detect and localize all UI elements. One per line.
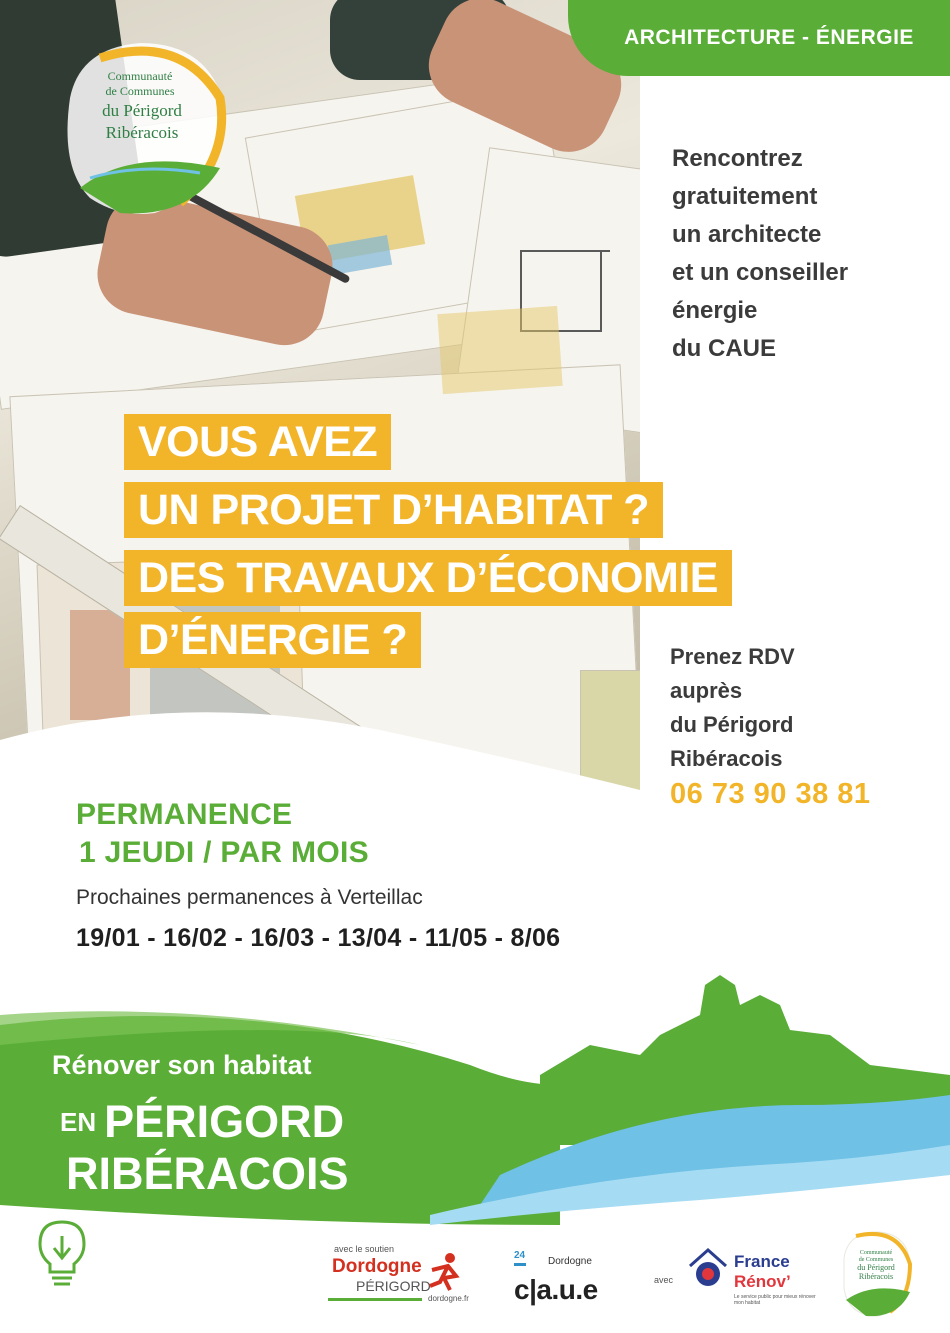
- slogan-line-3: RIBÉRACOIS: [66, 1148, 349, 1199]
- caue-number: 24: [514, 1250, 526, 1261]
- cdc-line-1: Communauté: [859, 1250, 893, 1256]
- intro-line: gratuitement: [672, 183, 818, 210]
- appointment-text: [670, 640, 930, 776]
- running-figure-icon: [428, 1252, 462, 1292]
- lightbulb-icon: [34, 1218, 90, 1290]
- france-renov-name-1: France: [734, 1252, 790, 1271]
- rdv-line: Prenez RDV: [670, 644, 795, 669]
- france-renov-logo: [686, 1246, 816, 1310]
- dordogne-name: Dordogne: [332, 1256, 422, 1277]
- intro-line: un architecte: [672, 221, 822, 248]
- cdc-small-logo: [838, 1228, 914, 1320]
- permanence-frequency: 1 JEUDI / PAR MOIS: [79, 836, 369, 869]
- logo-line-3: du Périgord: [102, 101, 182, 120]
- rdv-line: du Périgord: [670, 712, 794, 737]
- community-logo: [60, 38, 232, 218]
- rdv-line: Ribéracois: [670, 746, 783, 771]
- slogan-line-2: [60, 1096, 344, 1148]
- headline-line-1: VOUS AVEZ: [124, 414, 391, 470]
- intro-line: énergie: [672, 297, 758, 324]
- avec-label: avec: [654, 1275, 674, 1285]
- permanence-block: [76, 796, 369, 872]
- slogan-en: EN: [60, 1107, 97, 1137]
- dordogne-logo: [328, 1244, 468, 1314]
- permanence-title: PERMANENCE: [76, 798, 293, 831]
- slogan-line-1: Rénover son habitat: [52, 1050, 312, 1080]
- headline-line-3: DES TRAVAUX D’ÉCONOMIE: [124, 550, 732, 606]
- intro-line: Rencontrez: [672, 145, 803, 172]
- caue-logo: [514, 1250, 634, 1310]
- dordogne-caption: avec le soutien: [334, 1244, 395, 1254]
- headline-line-4: D’ÉNERGIE ?: [124, 612, 421, 668]
- logo-line-1: Communauté: [107, 69, 173, 83]
- logo-line-4: Ribéracois: [105, 123, 179, 142]
- intro-text: [672, 140, 932, 368]
- slogan-perigord: PÉRIGORD: [104, 1096, 345, 1147]
- dordogne-perigord: PÉRIGORD: [356, 1278, 431, 1294]
- cdc-line-3: du Périgord: [857, 1263, 895, 1272]
- next-sessions-label: Prochaines permanences à Verteillac: [76, 886, 423, 909]
- france-renov-tagline: Le service public pour mieux rénover mon habitat: [734, 1294, 816, 1306]
- logo-line-2: de Communes: [105, 84, 175, 98]
- cdc-line-2: de Communes: [858, 1257, 894, 1263]
- headline-line-2: UN PROJET D’HABITAT ?: [124, 482, 663, 538]
- dordogne-site: dordogne.fr: [428, 1294, 469, 1303]
- topic-banner: [568, 0, 950, 76]
- caue-name: c|a.u.e: [514, 1274, 598, 1305]
- caue-region: Dordogne: [548, 1256, 592, 1267]
- intro-line: du CAUE: [672, 335, 776, 362]
- phone-number[interactable]: 06 73 90 38 81: [670, 778, 871, 810]
- cdc-line-4: Ribéracois: [858, 1272, 894, 1281]
- topic-label: ARCHITECTURE - ÉNERGIE: [624, 26, 914, 49]
- session-dates: 19/01 - 16/02 - 16/03 - 13/04 - 11/05 - 8/06: [76, 924, 561, 952]
- france-renov-name-2: Rénov’: [734, 1272, 791, 1291]
- intro-line: et un conseiller: [672, 259, 849, 286]
- rdv-line: auprès: [670, 678, 743, 703]
- house-icon: [686, 1246, 730, 1290]
